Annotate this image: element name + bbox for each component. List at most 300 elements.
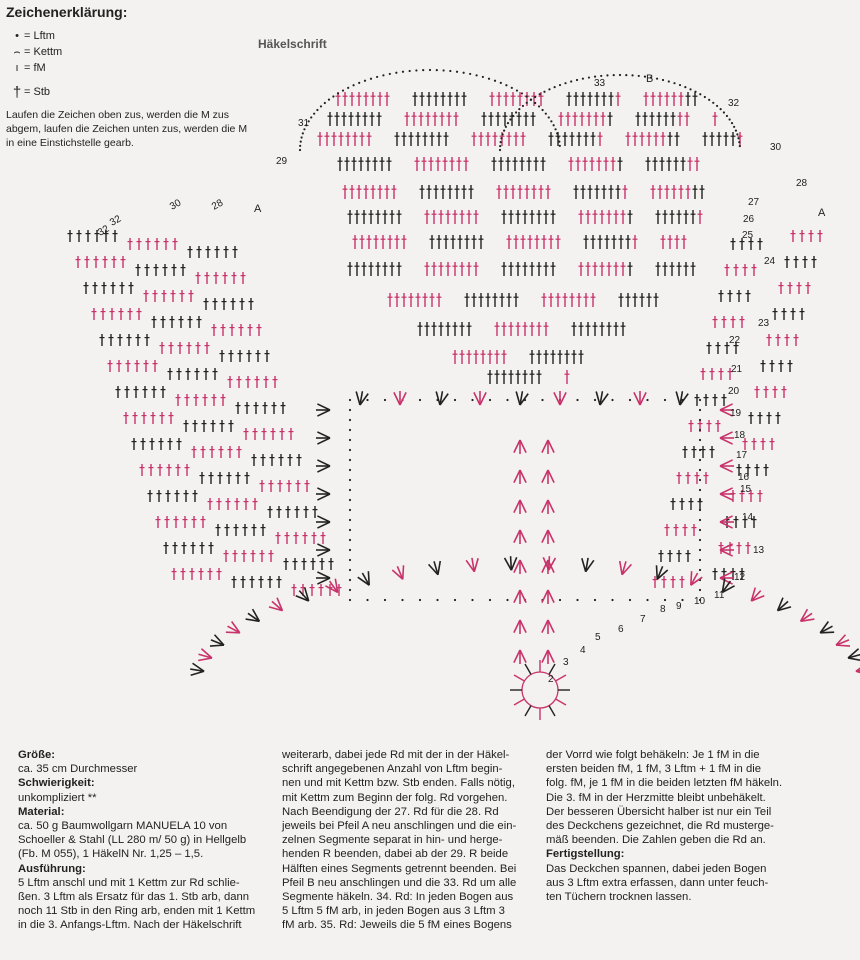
round-number-16: 16 [738,472,750,483]
stitch-fan [542,470,548,483]
chain-dot [505,84,507,86]
round-number-21: 21 [731,364,743,375]
chain-dot [506,399,508,401]
chain-dot [720,108,722,110]
legend-label: = Kettm [24,46,63,58]
chain-dot [699,529,701,531]
round-number-10: 10 [694,596,706,607]
text-column-3 [546,748,846,904]
text-line: jeweils bei Pfeil A neu anschlingen und die ein- [282,820,517,833]
chain-dot [471,599,473,601]
round-number-22: 22 [729,335,741,346]
round-number-9: 9 [676,601,682,612]
chain-dot [500,82,502,84]
text-line: ten Tüchern trocknen lassen. [546,891,692,904]
chain-dot [526,102,528,104]
text-line: zelnen Segmente separat in hin- und herge- [282,834,503,847]
chain-dot [310,116,312,118]
round-number-24: 24 [764,256,776,267]
text-line: Hälften eines Segments getrennt beenden. Bei [282,862,517,875]
chain-dot [631,74,633,76]
stitch-fan [520,650,526,663]
text-column-1 [18,748,280,933]
text-line: mäß beenden. Die Zahlen geben die Rd an. [546,834,766,847]
chain-dot [376,76,378,78]
chain-dot [646,599,648,601]
chain-dot [699,559,701,561]
stitch-fan [720,572,733,578]
stitch-fan [720,460,733,466]
chain-dot [489,399,491,401]
chain-dot [594,599,596,601]
chain-dot [699,409,701,411]
stitch-fan [368,571,369,585]
stitch-fan [720,466,733,472]
chain-dot [699,489,701,491]
round-number-15: 15 [740,484,752,495]
stitch-fan [317,438,330,444]
text-line: 5 Lftm anschl und mit 1 Kettm zur Rd schlie- [18,876,240,889]
chain-dot [550,120,552,122]
chain-dot [515,111,517,113]
text-line: unkompliziert ** [18,791,97,804]
chain-dot [454,599,456,601]
chain-dot [389,73,391,75]
stitch-fan [317,544,330,550]
chain-dot [518,108,520,110]
chain-dot [699,399,701,401]
chain-dot [419,599,421,601]
chain-dot [358,82,360,84]
heading-material: Material: [18,805,65,818]
chain-dot [507,122,509,124]
chain-dot [349,509,351,511]
heading-fertigstellung: Fertigstellung: [546,848,625,861]
stitch-fan [582,558,586,571]
round-number-20: 20 [728,386,740,397]
chain-dot [429,69,431,71]
chain-dot [737,137,739,139]
round-number-23: 23 [758,318,770,329]
chain-dot [731,122,733,124]
chain-dot [502,133,504,135]
chain-dot [401,599,403,601]
chain-dot [349,499,351,501]
round-number-6: 6 [618,624,624,635]
round-number-32: 32 [96,223,112,239]
chain-dot [556,132,558,134]
chain-dot [500,137,502,139]
stitch-fan [317,410,330,416]
chain-dot [564,82,566,84]
stitch-symbols [68,69,860,720]
stitch-fan [548,440,554,453]
text-line: weiterarb, dabei jede Rd mit der in der Häkel- [282,749,510,761]
chain-dot [646,399,648,401]
chain-dot [625,74,627,76]
chain-dot [699,509,701,511]
chain-dot [516,89,518,91]
chain-dot [576,399,578,401]
round-number-31: 31 [298,118,310,129]
round-number-33: 33 [594,78,606,89]
stitch-fan [856,671,860,675]
chain-dot [349,519,351,521]
chain-dot [302,132,304,134]
stitch-fan [542,530,548,543]
stitch-fan [542,500,548,513]
chain-dot [611,399,613,401]
chain-dot [316,109,318,111]
text-line: Segmente häkeln. 34. Rd: In jeden Bogen aus [282,891,514,904]
stitch-fan [548,590,554,603]
chain-dot [729,118,731,120]
round-number-28: 28 [210,197,226,213]
stitch-fan [848,658,860,661]
chain-dot [342,89,344,91]
stitch-fan [542,440,548,453]
stitch-fan [520,590,526,603]
chain-dot [337,92,339,94]
center-stitch [549,664,555,674]
stitch-fan [520,560,526,573]
chain-dot [301,136,303,138]
text-line: schrift angegebenen Anzahl von Lftm begin- [282,763,503,776]
chain-dot [482,76,484,78]
round-number-8: 8 [660,604,666,615]
chain-dot [349,449,351,451]
chain-dot [382,74,384,76]
stitch-fan [400,392,406,405]
chain-dot [694,91,696,93]
chain-dot [553,124,555,126]
chain-dot [415,69,417,71]
stitch-fan [317,578,330,584]
chain-dot [656,78,658,80]
chain-dot [499,149,501,151]
text-line: ca. 50 g Baumwollgarn MANUELA 10 von [18,820,228,833]
stitch-fan [317,460,330,466]
stitch-fan [198,658,212,661]
chain-dot [349,589,351,591]
chain-dot [699,93,701,95]
stitch-fan [474,392,480,405]
chain-dot [699,539,701,541]
center-stitch [549,706,555,716]
stitch-fan [548,500,554,513]
single-crochet-icon: ı [15,62,19,74]
chain-dot [629,399,631,401]
stitch-fan [317,516,330,522]
chain-dot [522,105,524,107]
text-line: Nach Beendigung der 27. Rd für die 28. Rd [282,805,499,818]
chain-dot [475,74,477,76]
chain-dot [471,399,473,401]
legend-title: Zeichenerklärung: [6,4,128,20]
chain-dot [704,96,706,98]
chain-dot [349,569,351,571]
legend-label: = fM [24,62,46,74]
chain-dot [662,79,664,81]
chain-dot [488,78,490,80]
arrow-label-a: A [818,207,826,219]
chain-dot [613,74,615,76]
chain-dot [349,399,351,401]
chain-dot [554,128,556,130]
heading-ausfuehrung: Ausführung: [18,862,86,875]
heading-groesse: Größe: [18,749,56,761]
chain-dot [349,599,351,601]
chain-dot [726,115,728,117]
round-number-30: 30 [770,142,782,153]
chain-dot [559,145,561,147]
text-line: 5 Lftm 5 fM arb, in jeden Bogen aus 3 Lftm 3 [282,905,505,918]
double-crochet-icon: † [12,83,22,101]
stitch-fan [516,392,520,405]
stitch-fan [548,620,554,633]
chain-dot [699,459,701,461]
stitch-fan [548,470,554,483]
chain-dot [689,88,691,90]
diagram-title: Häkelschrift [258,37,327,51]
stitch-fan [836,645,850,646]
stitch-fan [356,392,360,405]
chain-dot [699,519,701,521]
chain-dot [366,399,368,401]
chain-dot [500,141,502,143]
stitch-fan [317,432,330,438]
center-stitch [525,664,531,674]
round-number-2: 2 [548,674,554,685]
text-line: mit Kettm zum Beginn der folg. Rd vorgehen. [282,791,508,804]
chain-dot [349,429,351,431]
chain-dot [679,84,681,86]
chain-dot [545,113,547,115]
stitch-fan [520,470,526,483]
chain-dot [512,115,514,117]
stitch-fan [438,561,440,575]
stitch-fan [520,620,526,633]
chain-dot [349,459,351,461]
text-line: ßen. 3 Lftm als Ersatz für das 1. Stb arb, dann [18,891,250,904]
chain-dot [422,69,424,71]
chain-dot [511,87,513,89]
chain-dot [716,105,718,107]
stitch-fan [554,392,560,405]
chain-dot [712,102,714,104]
chain-dot [364,80,366,82]
round-number-30: 30 [168,197,184,213]
chain-dot [606,74,608,76]
chain-dot [402,71,404,73]
chain-dot [469,73,471,75]
stitch-fan [317,466,330,472]
stitch-fan [514,500,520,513]
stitch-fan [514,440,520,453]
chain-dot [349,479,351,481]
chain-dot [699,469,701,471]
slip-stitch-icon: ⌢ [13,45,21,58]
chain-dot [548,88,550,90]
stitch-fan [542,590,548,603]
chain-dot [313,113,315,115]
chain-dot [384,399,386,401]
chain-dot [582,78,584,80]
chain-dot [347,87,349,89]
chain-dot [328,99,330,101]
stitch-fan [656,565,657,579]
chain-dot [541,399,543,401]
text-line: aus 3 Lftm extra erfassen, dann unter feuch- [546,876,769,889]
chain-dot [738,141,740,143]
stitch-fan [317,494,330,500]
chain-dot [638,75,640,77]
center-stitch [514,675,524,681]
chain-dot [442,69,444,71]
text-line: Schoeller & Stahl (LL 280 m/ 50 g) in Hellgelb [18,834,247,847]
stitch-fan [720,432,733,438]
chain-dot [538,105,540,107]
text-line: fM arb. 35. Rd: Jeweils die 5 fM eines Bogens [282,919,512,932]
chain-dot [299,149,301,151]
chain-dot [558,141,560,143]
round-number-18: 18 [734,430,746,441]
stitch-fan [436,392,440,405]
chain-dot [366,599,368,601]
center-stitch [556,699,566,705]
chain-dot [526,95,528,97]
arrow-label-a: A [254,203,262,215]
chain-dot [668,80,670,82]
text-line: Pfeil B neu anschlingen und die 33. Rd um alle [282,876,517,889]
stitch-fan [317,550,330,556]
chain-dot [739,145,741,147]
text-line: der Vorrd wie folgt behäkeln: Je 1 fM in die [546,749,760,761]
stitch-fan [640,392,646,405]
chain-dot [539,93,541,95]
stitch-fan [514,470,520,483]
chain-dot [559,84,561,86]
chain-dot [349,529,351,531]
stitch-fan [514,530,520,543]
legend-note: Laufen die Zeichen oben zus, werden die M zus abgem, laufen die Zeichen unten zus, werden die M in eine Einstichstelle gearb. [6,109,248,149]
chain-dot [611,599,613,601]
stitch-fan [520,440,526,453]
chain-dot [708,99,710,101]
chain-dot [736,133,738,135]
chain-dot [370,78,372,80]
chain-dot [395,72,397,74]
text-line: des Deckchens gezeichnet, die Rd musterge- [546,820,774,833]
stitch-fan [548,530,554,543]
chain-dot [557,136,559,138]
chain-dot [664,599,666,601]
stitch-fan [720,494,733,500]
round-number-11: 11 [714,590,725,601]
chain-dot [349,539,351,541]
stitch-fan [317,404,330,410]
chain-dot [384,599,386,601]
chain-dot [506,599,508,601]
chain-dot [324,102,326,104]
text-column-2 [282,748,544,933]
round-number-3: 3 [563,657,569,668]
chain-dot [699,569,701,571]
round-number-29: 29 [276,156,288,167]
chain-dot [735,129,737,131]
stitch-fan [620,561,622,575]
stitch-fan [720,544,733,550]
text-line: Das Deckchen spannen, dabei jeden Bogen [546,862,767,875]
chain-dot [733,126,735,128]
chain-dot [684,86,686,88]
chain-dot [699,429,701,431]
chain-dot [409,70,411,72]
stitch-fan [542,650,548,663]
text-line: in die 3. Anfangs-Lftm. Nach der Häkelschrift [18,919,242,932]
stitch-fan [403,565,404,579]
chain-dot [619,74,621,76]
chain-dot [699,479,701,481]
chain-dot [548,116,550,118]
text-line: nen und mit Kettm bzw. Stb enden. Falls nötig, [282,777,515,790]
round-number-7: 7 [640,614,646,625]
stitch-fan [634,392,640,405]
chain-dot [419,399,421,401]
chain-dot [541,109,543,111]
chain-dot [436,69,438,71]
stitch-fan [317,522,330,528]
chain-dot [299,145,301,147]
chain-dot [594,399,596,401]
chain-dot [436,599,438,601]
chain-dot [576,599,578,601]
chain-dot [349,559,351,561]
chain-dot [509,118,511,120]
chain-dot [699,439,701,441]
chain-dot [534,96,536,98]
chain-dot [543,91,545,93]
round-number-32: 32 [108,213,124,229]
legend-label: = Stb [24,86,50,98]
chain-dot [449,70,451,72]
round-number-4: 4 [580,645,586,656]
text-line: (Fb. M 055), 1 HäkelN Nr. 1,25 – 1,5. [18,848,204,861]
chain-dot [489,599,491,601]
chain-stitch-icon: • [15,30,19,42]
chain-dot [664,399,666,401]
round-number-17: 17 [736,450,748,461]
chain-dot [349,469,351,471]
center-stitch [514,699,524,705]
stitch-fan [520,530,526,543]
chain-dot [723,111,725,113]
stitch-fan [820,632,834,633]
stitch-fan [514,620,520,633]
chain-dot [300,141,302,143]
chain-dot [699,499,701,501]
chain-dot [494,80,496,82]
stitch-fan [542,620,548,633]
round-number-25: 25 [742,230,754,241]
chain-dot [349,549,351,551]
round-number-26: 26 [743,214,755,225]
legend-label: = Lftm [24,30,55,42]
chain-dot [349,419,351,421]
stitch-fan [317,572,330,578]
text-line: Der besseren Übersicht halber ist nur ein Teil [546,805,772,818]
chain-dot [559,599,561,601]
